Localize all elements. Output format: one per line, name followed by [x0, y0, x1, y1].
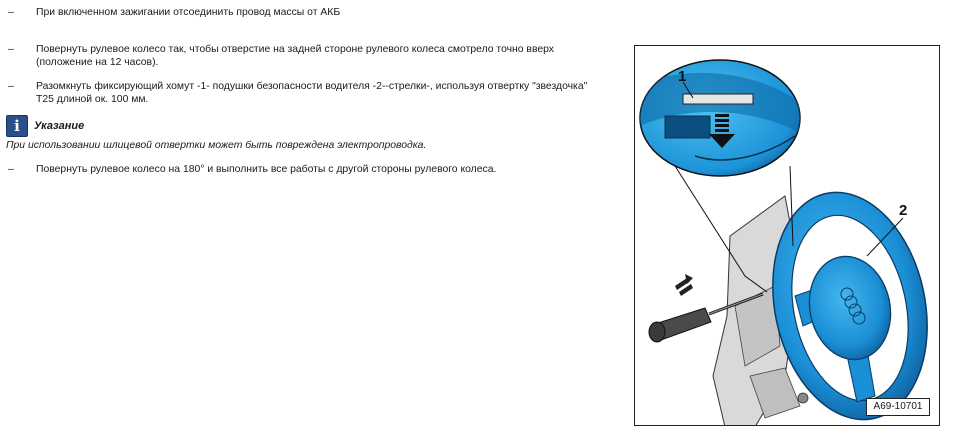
- callout-2: 2: [899, 202, 908, 219]
- step-release-clip: [6, 80, 646, 106]
- dash-bullet: –: [8, 81, 14, 92]
- dash-bullet: –: [8, 164, 14, 175]
- figure-id-label: A69-10701: [866, 398, 930, 416]
- step-text-line2: T25 длиной ок. 100 мм.: [36, 94, 149, 105]
- step-text: При включенном зажигании отсоединить провод массы от АКБ: [36, 7, 341, 18]
- step-text-line1: Разомкнуть фиксирующий хомут -1- подушки безопасности водителя -2--стрелки-, используя отвертку "звездочка": [36, 81, 588, 92]
- direction-arrow-icon: [675, 274, 693, 296]
- step-rotate-wheel: [6, 43, 646, 69]
- zoom-detail: [640, 60, 805, 176]
- steering-wheel-illustration: [634, 45, 940, 426]
- note-text: При использовании шлицевой отвертки может быть повреждена электропроводка.: [6, 140, 427, 151]
- note-title: Указание: [34, 119, 85, 132]
- step-text-line2: (положение на 12 часов).: [36, 57, 159, 68]
- dash-bullet: –: [8, 7, 14, 18]
- step-text-line1: Повернуть рулевое колесо так, чтобы отверстие на задней стороне рулевого колеса смотрело точно вверх: [36, 44, 554, 55]
- callout-1: 1: [678, 68, 687, 85]
- info-icon: i: [6, 115, 28, 137]
- dash-bullet: –: [8, 44, 14, 55]
- note-heading: [6, 115, 84, 137]
- step-rotate-180: [6, 163, 646, 176]
- illustration-graphic: [635, 46, 940, 426]
- step-disconnect-battery: [6, 6, 646, 19]
- step-text: Повернуть рулевое колесо на 180° и выполнить все работы с другой стороны рулевого колеса.: [36, 164, 497, 175]
